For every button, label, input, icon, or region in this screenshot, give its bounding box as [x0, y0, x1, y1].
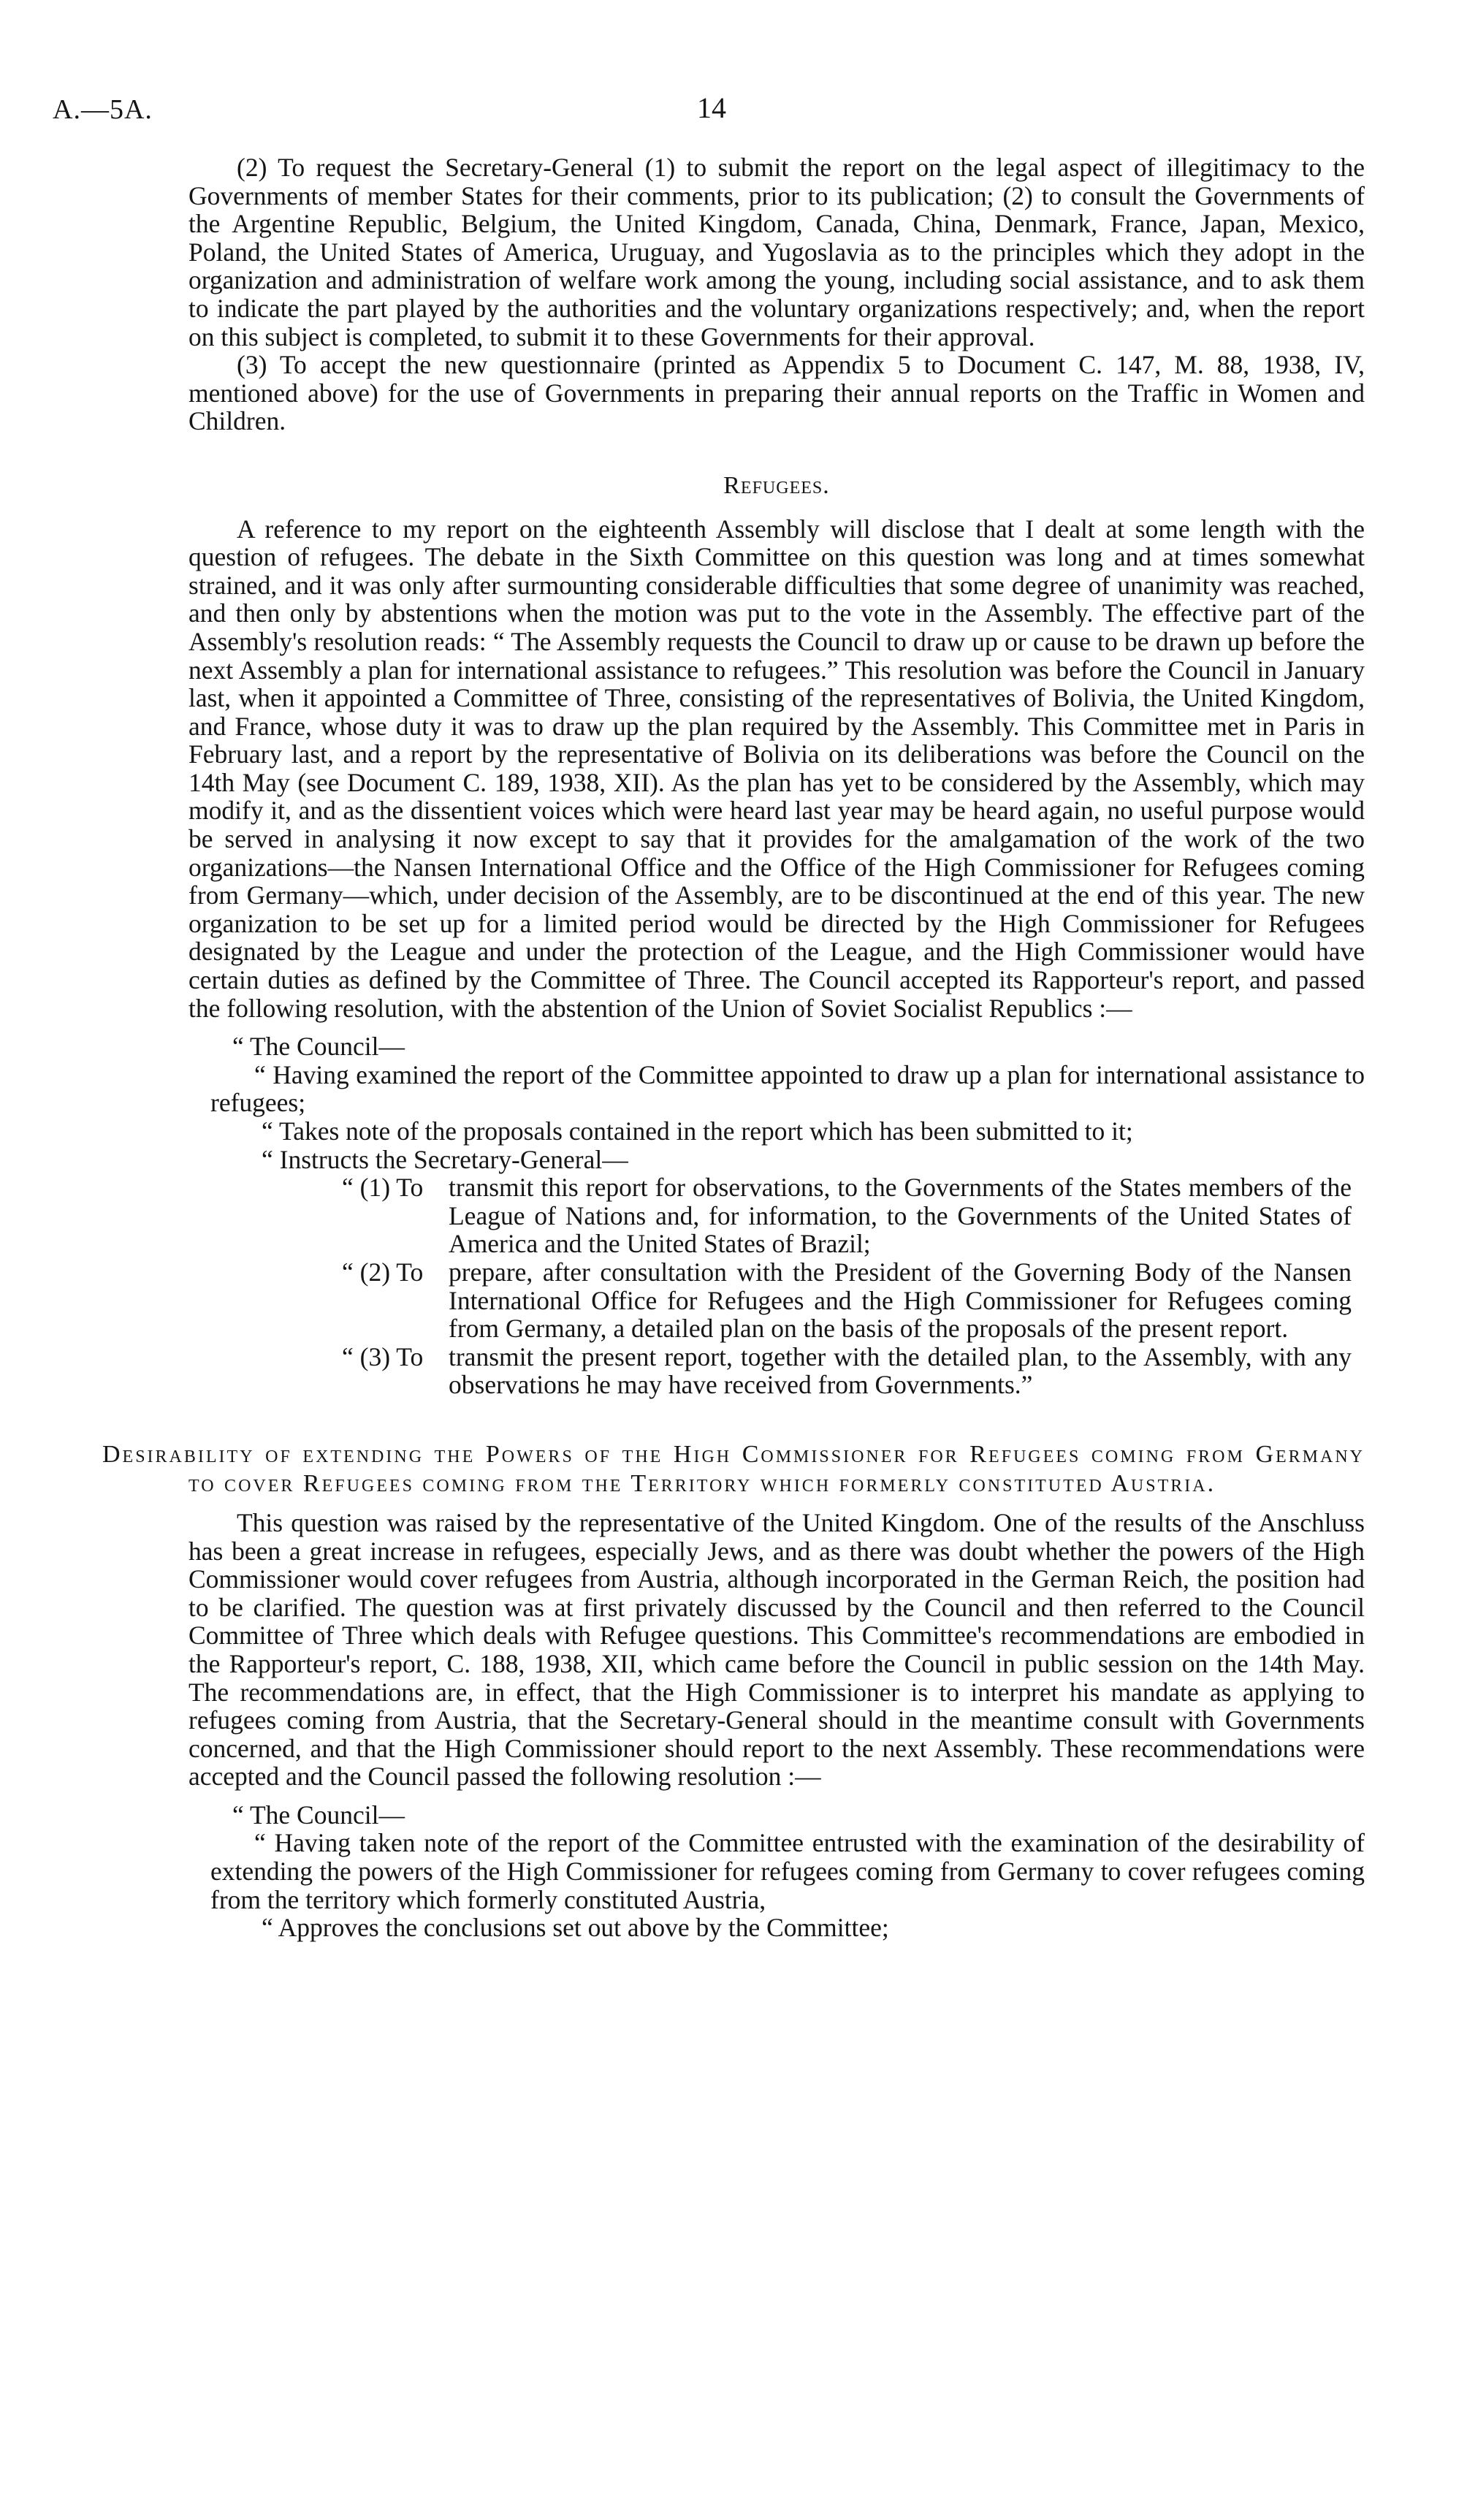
resolution-item-number: “ (1) To — [342, 1173, 424, 1203]
quote-takes-note: “ Takes note of the proposals contained in the report which has been submitted to it; — [262, 1116, 1133, 1146]
resolution-item — [342, 1343, 1352, 1399]
quote-council: “ The Council— — [232, 1032, 405, 1062]
paragraph-questionnaire: (3) To accept the new questionnaire (printed as Appendix 5 to Document C. 147, M. 88, 1938, IV, mentioned above) for the use of Governments in preparing their annual reports on the Traffic in Women and Children. — [188, 350, 1365, 436]
document-reference: A.—5A. — [53, 94, 153, 125]
quote-having-taken-note: “ Having taken note of the report of the Committee entrusted with the examination of the desirability of extending the powers of the High Commissioner for refugees coming from Germany to cover refugees coming from the territory which formerly constituted Austria, — [210, 1828, 1365, 1914]
paragraph-refugees-body: A reference to my report on the eighteenth Assembly will disclose that I dealt at some length with the question of refugees. The debate in the Sixth Committee on this question was long and at times somewhat strained, and it was only after surmounting considerable difficulties that some degree of unanimity was reached, and then only by abstentions when the motion was put to the vote in the Assembly. The effective part of the Assembly's resolution reads: “ The Assembly requests the Council to draw up or cause to be drawn up before the next Assembly a plan for international assistance to refugees.” This resolution was before the Council in January last, when it appointed a Committee of Three, consisting of the representatives of Bolivia, the United Kingdom, and France, whose duty it was to draw up the plan required by the Assembly. This Committee met in Paris in February last, and a report by the representative of Bolivia on its deliberations was before the Council on the 14th May (see Document C. 189, 1938, XII). As the plan has yet to be considered by the Assembly, which may modify it, and as the dissentient voices which were heard last year may be heard again, no useful purpose would be served in analysing it now except to say that it provides for the amalgamation of the work of the two organizations—the Nansen International Office and the Office of the High Commissioner for Refugees coming from Germany—which, under decision of the Assembly, are to be discontinued at the end of this year. The new organization to be set up for a limited period would be directed by the High Commissioner for Refugees designated by the League and under the protection of the League, and the High Commissioner would have certain duties as defined by the Committee of Three. The Council accepted its Rapporteur's report, and passed the following resolution, with the abstention of the Union of Soviet Socialist Republics :— — [188, 514, 1365, 1023]
section-heading-austria: Desirability of extending the Powers of the High Commissioner for Refugees coming from Germany to cover Refugees coming from the Territory which formerly constituted Austria. — [102, 1440, 1365, 1497]
resolution-item-text: prepare, after consultation with the President of the Governing Body of the Nansen International Office for Refugees and the High Commissioner for Refugees coming from Germany, a detailed plan on the basis of the proposals of the present report. — [449, 1257, 1352, 1344]
resolution-item-number: “ (3) To — [342, 1341, 424, 1371]
page-number: 14 — [697, 91, 726, 124]
resolution-item — [342, 1258, 1352, 1343]
paragraph-request-secretary-general: (2) To request the Secretary-General (1) to submit the report on the legal aspect of illegitimacy to the Governments of member States for their comments, prior to its publication; (2) to consult the Governments of the Argentine Republic, Belgium, the United Kingdom, Canada, China, Denmark, France, Japan, Mexico, Poland, the United States of America, Uruguay, and Yugoslavia as to the principles which they adopt in the organization and administration of welfare work among the young, including social assistance, and to ask them to indicate the part played by the authorities and the voluntary organizations respectively; and, when the report on this subject is completed, to submit it to these Governments for their approval. — [188, 153, 1365, 351]
quote-approves: “ Approves the conclusions set out above by the Committee; — [262, 1913, 889, 1943]
page-content — [102, 153, 1365, 1943]
resolution-item-text: transmit this report for observations, to the Governments of the States members of the League of Nations and, for information, to the Governments of the United States of America and the United States of Brazil; — [449, 1173, 1352, 1259]
resolution-item-text: transmit the present report, together with the detailed plan, to the Assembly, with any observations he may have received from Governments.” — [449, 1341, 1352, 1400]
paragraph-austria-body: This question was raised by the representative of the United Kingdom. One of the results of the Anschluss has been a great increase in refugees, especially Jews, and as there was doubt whether the powers of the High Commissioner would cover refugees from Austria, although incorporated in the German Reich, the position had to be clarified. The question was at first privately discussed by the Council and then referred to the Council Committee of Three which deals with Refugee questions. This Committee's recommendations are embodied in the Rapporteur's report, C. 188, 1938, XII, which came before the Council in public session on the 14th May. The recommendations are, in effect, that the High Commissioner is to interpret his mandate as applying to refugees coming from Austria, that the Secretary-General should in the meantime consult with Governments concerned, and that the High Commissioner should report to the next Assembly. These recommendations were accepted and the Council passed the following resolution :— — [188, 1507, 1365, 1792]
quote-having-examined: “ Having examined the report of the Committee appointed to draw up a plan for international assistance to refugees; — [210, 1059, 1365, 1118]
resolution-item — [342, 1173, 1352, 1258]
quote-council: “ The Council— — [232, 1800, 405, 1830]
section-heading-refugees: Refugees. — [723, 471, 830, 499]
resolution-item-number: “ (2) To — [342, 1257, 424, 1287]
quote-instructs: “ Instructs the Secretary-General— — [262, 1144, 628, 1174]
